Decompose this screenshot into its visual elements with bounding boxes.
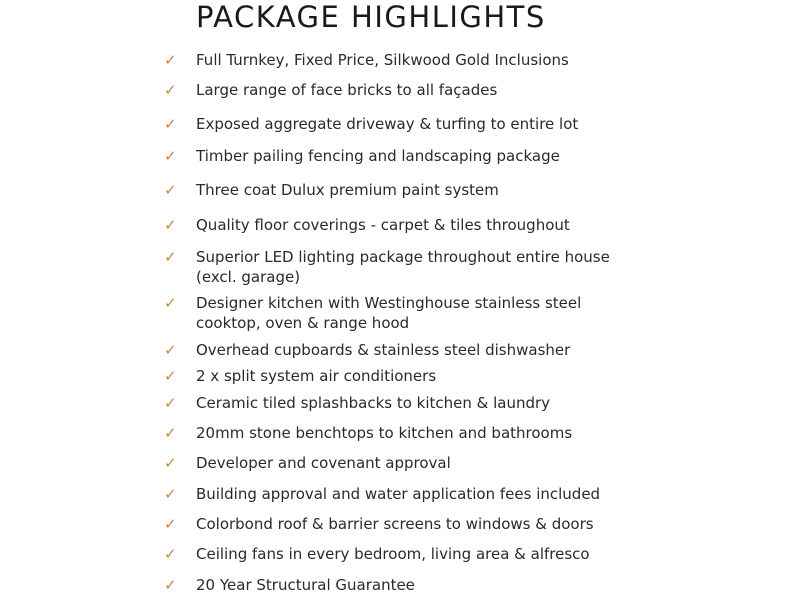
check-icon: ✓ (164, 394, 177, 412)
list-item-text: Building approval and water application fees included (196, 485, 601, 503)
list-item-text: Full Turnkey, Fixed Price, Silkwood Gold Inclusions (196, 51, 569, 69)
check-icon: ✓ (164, 51, 177, 69)
check-icon: ✓ (164, 545, 177, 563)
list-item-text: Designer kitchen with Westinghouse stainless steel cooktop, oven & range hood (196, 294, 582, 332)
check-icon: ✓ (164, 248, 177, 266)
list-item-text: Colorbond roof & barrier screens to windows & doors (196, 515, 594, 533)
list-item-text: Timber pailing fencing and landscaping package (196, 147, 560, 165)
check-icon: ✓ (164, 454, 177, 472)
list-item-text: Quality floor coverings - carpet & tiles throughout (196, 216, 570, 234)
page-title: PACKAGE HIGHLIGHTS (196, 0, 546, 34)
check-icon: ✓ (164, 515, 177, 533)
list-item-text: 20 Year Structural Guarantee (196, 576, 415, 594)
list-item-text: Ceramic tiled splashbacks to kitchen & laundry (196, 394, 551, 412)
list-item-text: 2 x split system air conditioners (196, 367, 437, 385)
list-item-text: 20mm stone benchtops to kitchen and bathrooms (196, 424, 573, 442)
check-icon: ✓ (164, 341, 177, 359)
list-item-text: Developer and covenant approval (196, 454, 451, 472)
check-icon: ✓ (164, 147, 177, 165)
check-icon: ✓ (164, 115, 177, 133)
list-item-text: Exposed aggregate driveway & turfing to entire lot (196, 115, 579, 133)
list-item-text: Large range of face bricks to all façades (196, 81, 498, 99)
check-icon: ✓ (164, 367, 177, 385)
check-icon: ✓ (164, 294, 177, 312)
check-icon: ✓ (164, 424, 177, 442)
check-icon: ✓ (164, 216, 177, 234)
list-item-text: Ceiling fans in every bedroom, living area & alfresco (196, 545, 590, 563)
list-item-text: Three coat Dulux premium paint system (196, 181, 499, 199)
check-icon: ✓ (164, 181, 177, 199)
list-item-text: Overhead cupboards & stainless steel dishwasher (196, 341, 571, 359)
check-icon: ✓ (164, 81, 177, 99)
check-icon: ✓ (164, 576, 177, 594)
check-icon: ✓ (164, 485, 177, 503)
list-item-text: Superior LED lighting package throughout entire house (excl. garage) (196, 248, 610, 286)
